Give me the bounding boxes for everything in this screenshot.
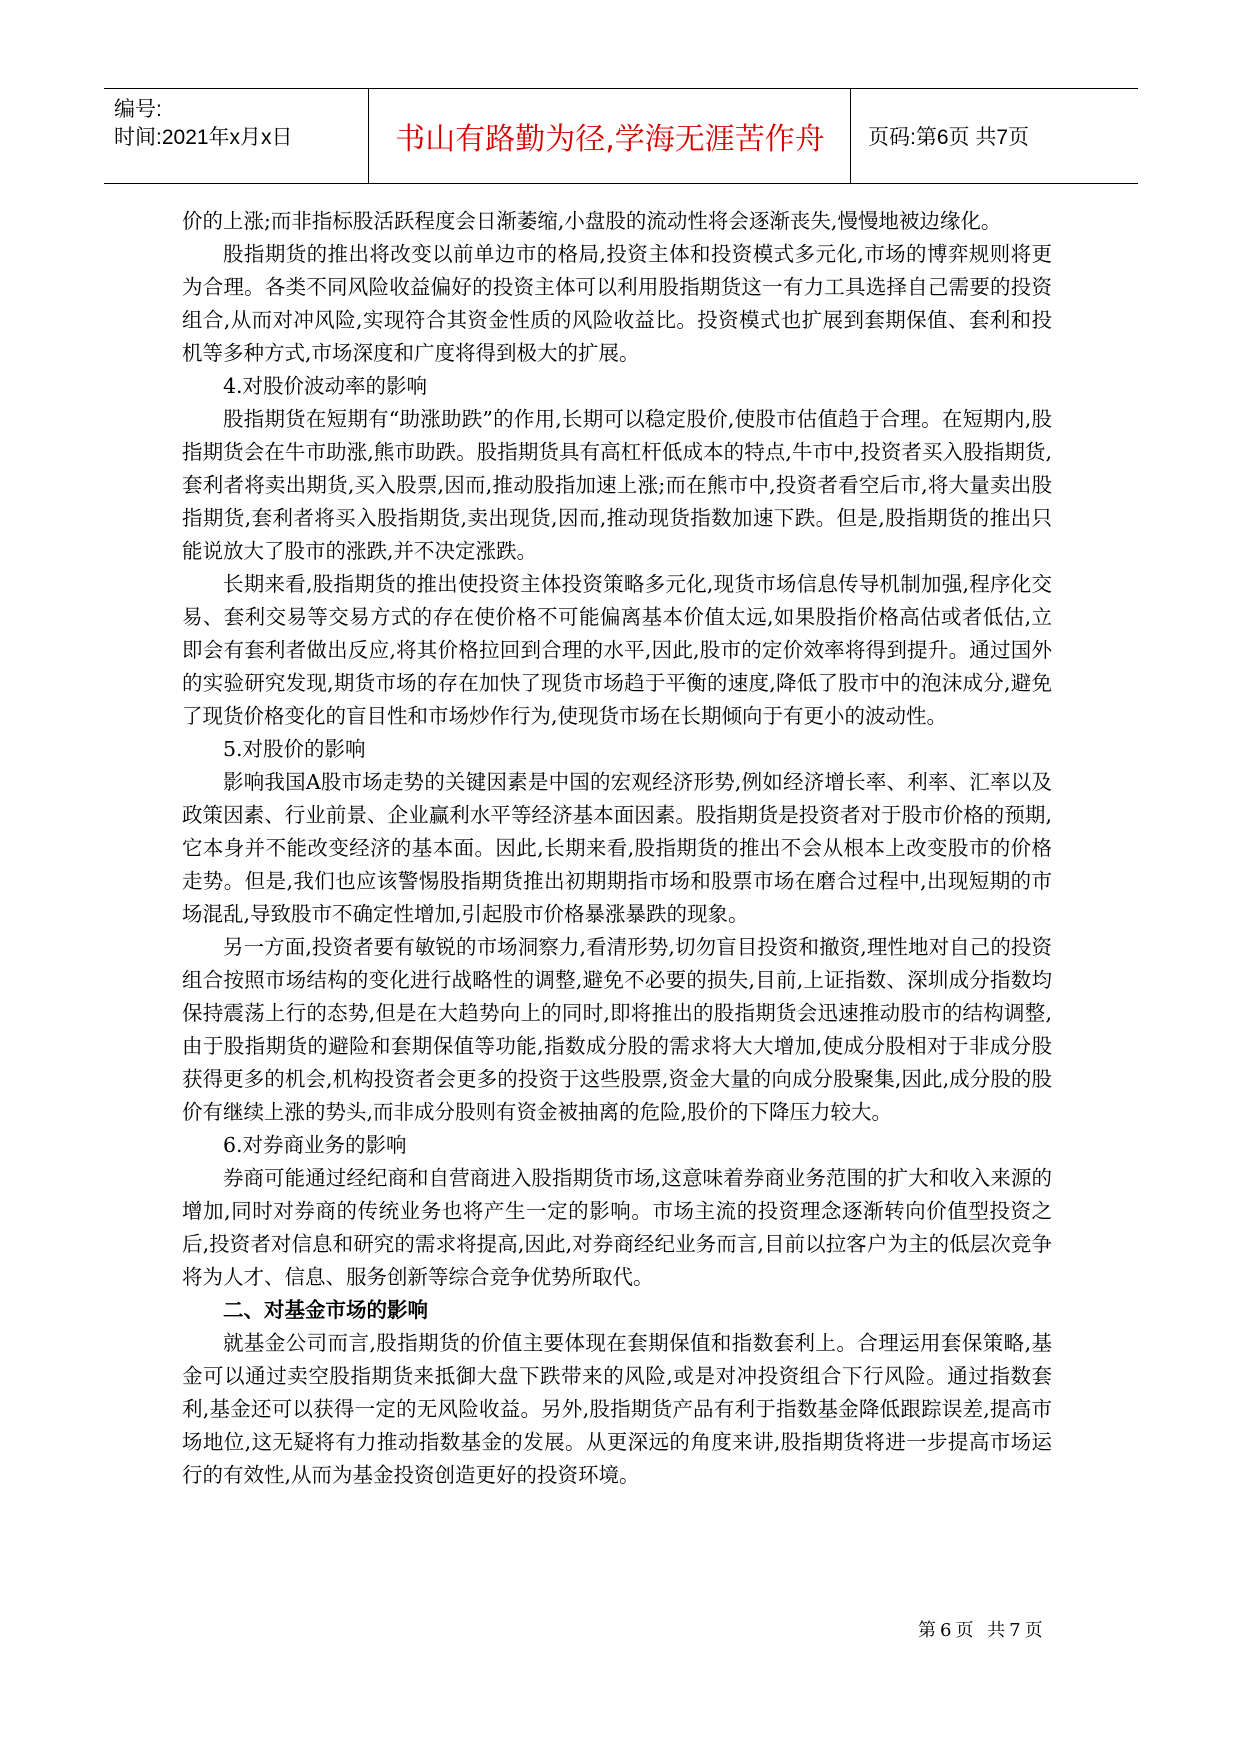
page-header bbox=[104, 88, 1138, 184]
header-meta bbox=[104, 89, 369, 183]
paragraph: 长期来看,股指期货的推出使投资主体投资策略多元化,现货市场信息传导机制加强,程序化交易、套利交易等交易方式的存在使价格不可能偏离基本价值太远,如果股指价格高估或者低估,立即会有套利者做出反应,将其价格拉回到合理的水平,因此,股市的定价效率将得到提升。通过国外的实验研究发现,期货市场的存在加快了现货市场趋于平衡的速度,降低了股市中的泡沫成分,避免了现货价格变化的盲目性和市场炒作行为,使现货市场在长期倾向于有更小的波动性。 bbox=[182, 572, 1052, 728]
paragraph: 股指期货的推出将改变以前单边市的格局,投资主体和投资模式多元化,市场的博弈规则将更为合理。各类不同风险收益偏好的投资主体可以利用股指期货这一有力工具选择自己需要的投资组合,从而对冲风险,实现符合其资金性质的风险收益比。投资模式也扩展到套期保值、套利和投机等多种方式,市场深度和广度将得到极大的扩展。 bbox=[182, 242, 1052, 365]
page-footer-number: 第6页 共7页 bbox=[918, 1620, 1047, 1641]
header-time-label: 时间:2021年x月x日 bbox=[114, 126, 293, 149]
section-heading-6: 6.对券商业务的影响 bbox=[223, 1133, 407, 1157]
header-motto: 书山有路勤为径,学海无涯苦作舟 bbox=[370, 89, 851, 183]
section-heading-4: 4.对股价波动率的影响 bbox=[223, 374, 428, 398]
paragraph: 影响我国A股市场走势的关键因素是中国的宏观经济形势,例如经济增长率、利率、汇率以及政策因素、行业前景、企业赢利水平等经济基本面因素。股指期货是投资者对于股市价格的预期,它本身并不能改变经济的基本面。因此,长期来看,股指期货的推出不会从根本上改变股市的价格走势。但是,我们也应该警惕股指期货推出初期期指市场和股票市场在磨合过程中,出现短期的市场混乱,导致股市不确定性增加,引起股市价格暴涨暴跌的现象。 bbox=[182, 770, 1052, 926]
section-heading-5: 5.对股价的影响 bbox=[223, 737, 366, 761]
paragraph: 券商可能通过经纪商和自营商进入股指期货市场,这意味着券商业务范围的扩大和收入来源的增加,同时对券商的传统业务也将产生一定的影响。市场主流的投资理念逐渐转向价值型投资之后,投资者对信息和研究的需求将提高,因此,对券商经纪业务而言,目前以拉客户为主的低层次竞争将为人才、信息、服务创新等综合竞争优势所取代。 bbox=[182, 1166, 1052, 1289]
paragraph: 另一方面,投资者要有敏锐的市场洞察力,看清形势,切勿盲目投资和撤资,理性地对自己的投资组合按照市场结构的变化进行战略性的调整,避免不必要的损失,目前,上证指数、深圳成分指数均保持震荡上行的态势,但是在大趋势向上的同时,即将推出的股指期货会迅速推动股市的结构调整,由于股指期货的避险和套期保值等功能,指数成分股的需求将大大增加,使成分股相对于非成分股获得更多的机会,机构投资者会更多的投资于这些股票,资金大量的向成分股聚集,因此,成分股的股价有继续上涨的势头,而非成分股则有资金被抽离的危险,股价的下降压力较大。 bbox=[182, 935, 1052, 1124]
header-number-label: 编号: bbox=[114, 98, 162, 121]
paragraph: 就基金公司而言,股指期货的价值主要体现在套期保值和指数套利上。合理运用套保策略,基金可以通过卖空股指期货来抵御大盘下跌带来的风险,或是对冲投资组合下行风险。通过指数套利,基金还可以获得一定的无风险收益。另外,股指期货产品有利于指数基金降低跟踪误差,提高市场地位,这无疑将有力推动指数基金的发展。从更深远的角度来讲,股指期货将进一步提高市场运行的有效性,从而为基金投资创造更好的投资环境。 bbox=[182, 1331, 1052, 1487]
header-page-code: 页码:第6页 共7页 bbox=[868, 126, 1030, 149]
paragraph-continuation: 价的上涨;而非指标股活跃程度会日渐萎缩,小盘股的流动性将会逐渐丧失,慢慢地被边缘化。 bbox=[182, 209, 1002, 233]
section-heading-fund-market: 二、对基金市场的影响 bbox=[223, 1298, 428, 1322]
paragraph: 股指期货在短期有“助涨助跌”的作用,长期可以稳定股价,使股市估值趋于合理。在短期内,股指期货会在牛市助涨,熊市助跌。股指期货具有高杠杆低成本的特点,牛市中,投资者买入股指期货,套利者将卖出期货,买入股票,因而,推动股指加速上涨;而在熊市中,投资者看空后市,将大量卖出股指期货,套利者将买入股指期货,卖出现货,因而,推动现货指数加速下跌。但是,股指期货的推出只能说放大了股市的涨跌,并不决定涨跌。 bbox=[182, 407, 1052, 563]
document-body bbox=[182, 205, 1052, 1492]
